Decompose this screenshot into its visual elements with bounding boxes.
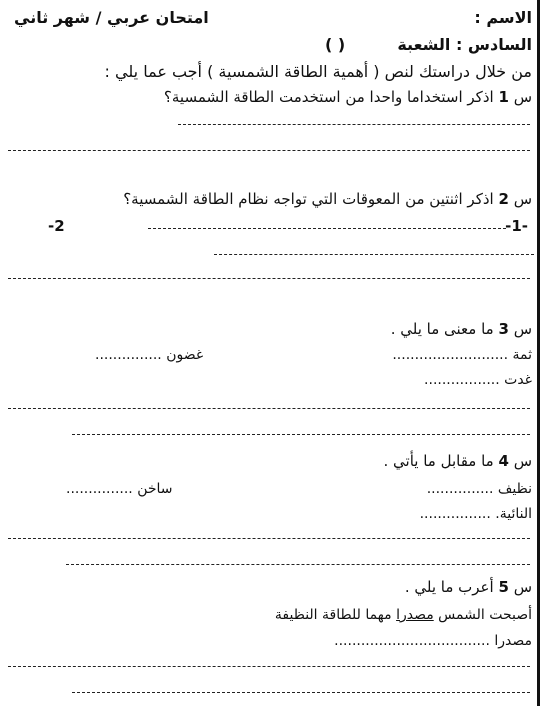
question-1-text: اذكر استخداما واحدا من استخدمت الطاقة الشمسية؟	[163, 88, 494, 106]
question-2-item-1: -1-	[505, 217, 528, 235]
question-3-number: 3	[498, 320, 509, 338]
question-1-number: 1	[498, 88, 509, 106]
question-3-word-3: غدت .................	[424, 372, 532, 388]
answer-line	[8, 666, 530, 667]
question-5-answer: مصدرا ...................................	[334, 633, 532, 649]
question-2-item-2: -2	[48, 217, 65, 235]
question-3-prefix: س	[513, 320, 532, 338]
question-2-prefix: س	[513, 190, 532, 208]
question-5-prefix: س	[513, 578, 532, 596]
question-3-text: ما معنى ما يلي .	[390, 320, 494, 338]
answer-line	[8, 408, 530, 409]
question-4-text: ما مقابل ما يأتي .	[383, 452, 494, 470]
question-2-number: 2	[498, 190, 509, 208]
question-4-word-3: النائية. ................	[419, 506, 532, 522]
answer-line	[8, 150, 530, 151]
question-4-word-1: نظيف ...............	[426, 481, 532, 497]
class-label: السادس : الشعبة	[397, 35, 532, 54]
answer-line	[148, 228, 506, 229]
exam-title: امتحان عربي / شهر ثاني	[14, 8, 209, 27]
question-3-word-1: ثمة ..........................	[392, 347, 532, 363]
class-blank: ( )	[325, 35, 346, 54]
question-2-text: اذكر اثنتين من المعوقات التي تواجه نظام الطاقة الشمسية؟	[123, 190, 494, 208]
question-4	[383, 454, 532, 469]
answer-line	[66, 564, 530, 565]
question-1	[164, 90, 532, 105]
underlined-word: مصدرا	[396, 607, 434, 623]
answer-line	[8, 538, 530, 539]
answer-line	[214, 254, 534, 255]
question-5-text: أعرب ما يلي .	[404, 578, 494, 596]
sentence-part-1: أصبحت الشمس	[433, 607, 532, 623]
answer-line	[72, 434, 530, 435]
answer-line	[8, 278, 530, 279]
question-1-prefix: س	[513, 88, 532, 106]
intro-instruction: من خلال دراستك لنص ( أهمية الطاقة الشمسية ) أجب عما يلي :	[104, 62, 532, 81]
sentence-part-2: مهما للطاقة النظيفة	[274, 607, 397, 623]
answer-line	[178, 124, 530, 125]
answer-line	[72, 692, 530, 693]
question-3-word-2: غضون ...............	[95, 347, 204, 363]
question-5-number: 5	[498, 578, 509, 596]
question-4-word-2: ساخن ...............	[66, 481, 173, 497]
question-3	[391, 322, 532, 337]
question-5-sentence	[275, 608, 532, 622]
question-5	[405, 580, 532, 595]
name-label: الاسم :	[474, 8, 532, 27]
question-4-number: 4	[498, 452, 509, 470]
question-4-prefix: س	[513, 452, 532, 470]
question-2	[123, 192, 532, 207]
